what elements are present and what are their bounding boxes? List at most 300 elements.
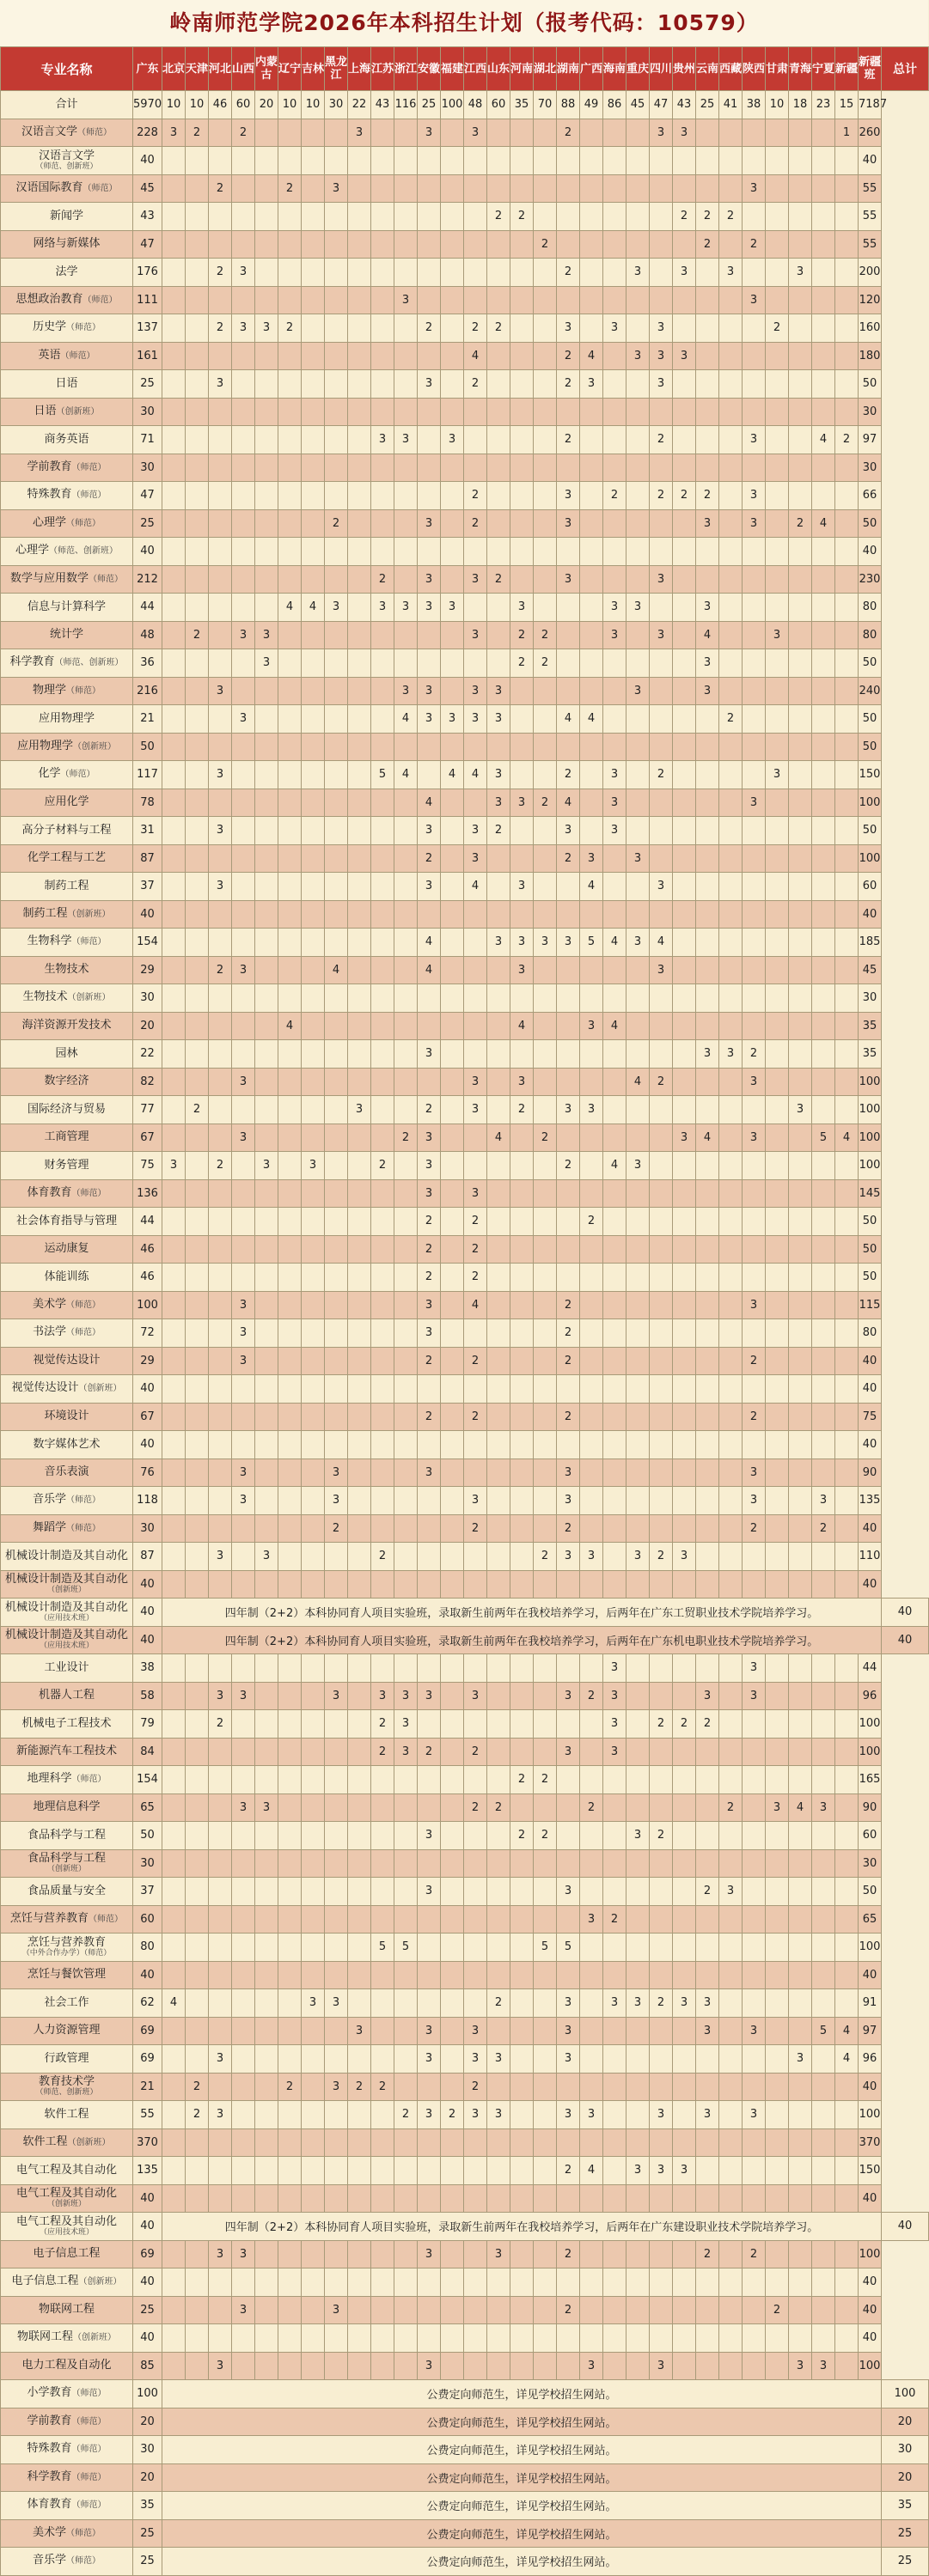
quota-cell [626,1347,650,1375]
quota-cell: 3 [418,873,441,901]
guangdong-cell: 40 [133,1626,162,1654]
quota-cell [557,1570,580,1599]
quota-cell: 3 [743,509,766,538]
quota-cell [487,454,510,482]
quota-cell [719,1264,743,1292]
quota-cell [580,1570,603,1599]
quota-cell [580,2324,603,2353]
quota-cell [255,509,278,538]
quota-cell [325,1179,348,1208]
quota-cell [487,1543,510,1571]
quota-cell [789,1682,812,1710]
quota-cell [835,454,859,482]
quota-cell [626,2017,650,2045]
major-name: 英语 [38,348,61,362]
quota-cell [626,2045,650,2074]
quota-cell [626,1431,650,1459]
major-name: 制药工程 [22,906,68,920]
quota-cell [580,1766,603,1794]
quota-cell [209,2157,232,2185]
quota-cell: 3 [603,1682,626,1710]
quota-cell [487,1934,510,1962]
quota-cell [534,1989,557,2018]
quota-cell: 78 [133,789,162,817]
total-cell: 90 [859,1459,882,1487]
quota-cell: 2 [650,1543,673,1571]
quota-cell [348,1682,371,1710]
quota-cell [766,1096,789,1124]
quota-cell [603,2017,626,2045]
quota-cell [673,2073,696,2101]
quota-cell [696,1208,719,1236]
quota-cell [812,259,835,287]
quota-cell [162,1793,186,1822]
quota-cell [626,733,650,761]
quota-cell: 60 [133,1905,162,1934]
quota-cell: 3 [673,2157,696,2185]
quota-cell [603,174,626,203]
quota-cell [186,900,209,929]
quota-cell [835,1766,859,1794]
quota-cell [789,1179,812,1208]
quota-cell: 2 [557,259,580,287]
quota-cell [766,2352,789,2380]
quota-cell [650,1152,673,1180]
quota-cell [650,1654,673,1683]
quota-cell [812,2184,835,2213]
major-name: 运动康复 [44,1242,89,1256]
table-row [1,1179,929,1208]
quota-cell [510,1375,534,1404]
quota-cell: 3 [348,1096,371,1124]
quota-cell: 43 [133,203,162,231]
quota-cell [162,2296,186,2324]
quota-cell [696,1543,719,1571]
quota-cell [487,873,510,901]
quota-cell [719,1291,743,1319]
quota-cell [835,1654,859,1683]
quota-cell: 212 [133,565,162,594]
column-header-province: 河南 [510,47,534,91]
quota-cell [302,621,325,649]
quota-cell [835,565,859,594]
quota-cell [348,1264,371,1292]
quota-cell: 37 [133,873,162,901]
quota-cell [162,2128,186,2157]
quota-cell [650,398,673,426]
quota-cell [719,565,743,594]
quota-cell [719,119,743,147]
quota-cell [325,2128,348,2157]
quota-cell: 21 [133,2073,162,2101]
major-name-cell [1,2157,133,2185]
quota-cell: 2 [348,2073,371,2101]
quota-cell: 3 [418,1319,441,1348]
quota-cell [650,1738,673,1766]
quota-cell [789,1934,812,1962]
quota-cell: 4 [557,705,580,734]
quota-cell [534,1040,557,1069]
table-row [1,1124,929,1152]
quota-cell [371,1291,394,1319]
total-cell: 25 [882,2519,929,2548]
major-name: 社会工作 [44,1995,89,2009]
major-name: 电力工程及自动化 [21,2359,112,2372]
quota-cell: 2 [510,1822,534,1850]
quota-cell: 3 [464,565,487,594]
quota-cell [186,817,209,845]
quota-cell [162,2073,186,2101]
quota-cell [626,1682,650,1710]
quota-cell [580,314,603,343]
quota-cell: 3 [418,1124,441,1152]
quota-cell [835,789,859,817]
major-name-cell [1,1403,133,1431]
quota-cell [441,1654,464,1683]
quota-cell [255,1319,278,1348]
total-cell: 40 [859,2324,882,2353]
quota-cell [743,454,766,482]
quota-cell: 3 [557,929,580,957]
quota-cell: 3 [603,1654,626,1683]
quota-cell [394,1264,418,1292]
major-subnote: （师范、创新班） [35,2088,98,2098]
quota-cell [325,1961,348,1989]
quota-cell: 3 [557,1096,580,1124]
quota-cell [348,1012,371,1040]
quota-cell: 5 [371,761,394,789]
quota-cell [673,789,696,817]
quota-cell [580,1347,603,1375]
quota-cell [696,2296,719,2324]
quota-cell: 2 [186,119,209,147]
quota-cell [603,900,626,929]
quota-cell [743,1934,766,1962]
quota-cell: 47 [133,230,162,259]
quota-cell [186,203,209,231]
quota-cell [673,1934,696,1962]
quota-cell [534,1487,557,1515]
quota-cell [696,1152,719,1180]
quota-cell: 2 [209,314,232,343]
quota-cell [278,900,302,929]
column-header-province: 广东 [133,47,162,91]
quota-cell [812,1264,835,1292]
quota-cell: 3 [743,1068,766,1096]
total-cell: 240 [859,677,882,705]
quota-cell [278,203,302,231]
quota-cell [487,984,510,1013]
major-name: 机械设计制造及其自动化 [4,1629,128,1642]
table-row [1,705,929,734]
guangdong-cell: 25 [133,2519,162,2548]
quota-cell: 3 [464,1068,487,1096]
quota-cell [626,398,650,426]
quota-cell [626,1208,650,1236]
major-name-cell [1,203,133,231]
quota-cell: 3 [557,2017,580,2045]
quota-cell [278,956,302,984]
quota-cell: 3 [603,621,626,649]
quota-cell [232,1235,255,1264]
quota-cell: 2 [557,1514,580,1543]
table-row [1,230,929,259]
major-suffix: （创新班） [67,993,111,1003]
quota-cell: 2 [418,314,441,343]
quota-cell [162,594,186,622]
quota-cell [766,1431,789,1459]
quota-cell [812,286,835,314]
quota-cell: 4 [603,1152,626,1180]
table-row [1,2157,929,2185]
quota-cell [418,649,441,678]
table-row [1,1934,929,1962]
quota-cell [278,649,302,678]
quota-cell [348,733,371,761]
quota-cell [534,1849,557,1878]
quota-cell [812,370,835,399]
quota-cell [766,844,789,873]
total-cell: 40 [859,2296,882,2324]
quota-cell [719,398,743,426]
quota-cell: 2 [232,119,255,147]
quota-cell [835,1710,859,1739]
quota-cell [789,2240,812,2268]
quota-cell [464,1766,487,1794]
quota-cell [510,2017,534,2045]
major-suffix: （师范） [71,937,107,947]
quota-cell [441,1319,464,1348]
quota-cell [441,1012,464,1040]
quota-cell: 2 [673,1710,696,1739]
quota-cell [232,1403,255,1431]
table-row [1,1264,929,1292]
quota-cell [348,1375,371,1404]
quota-cell: 4 [603,1012,626,1040]
quota-cell [464,956,487,984]
quota-cell [232,1012,255,1040]
quota-cell [441,1793,464,1822]
quota-cell [650,1459,673,1487]
quota-cell [650,1264,673,1292]
quota-cell [325,314,348,343]
major-name: 制药工程 [44,879,89,892]
quota-cell [255,1235,278,1264]
quota-cell [766,2101,789,2129]
quota-cell [394,565,418,594]
quota-cell: 87 [133,1543,162,1571]
table-row [1,2380,929,2409]
quota-cell [464,259,487,287]
quota-cell: 3 [394,677,418,705]
quota-cell [371,1264,394,1292]
quota-cell [719,2352,743,2380]
quota-cell [673,1319,696,1348]
major-name: 学前教育 [27,460,72,473]
major-name-cell [1,1682,133,1710]
quota-cell: 30 [325,91,348,119]
quota-cell [696,817,719,845]
quota-cell [162,314,186,343]
quota-cell: 4 [418,956,441,984]
quota-cell [510,509,534,538]
quota-cell [186,259,209,287]
quota-cell: 3 [650,873,673,901]
table-row [1,454,929,482]
quota-cell [255,1738,278,1766]
quota-cell [580,259,603,287]
quota-cell [696,342,719,370]
quota-cell: 40 [133,1570,162,1599]
quota-cell [719,1096,743,1124]
quota-cell [766,1961,789,1989]
quota-cell [534,900,557,929]
quota-cell [487,621,510,649]
quota-cell [789,370,812,399]
quota-cell [255,1766,278,1794]
quota-cell [302,2073,325,2101]
quota-cell [789,1431,812,1459]
quota-cell: 2 [371,2073,394,2101]
quota-cell [743,873,766,901]
quota-cell [255,230,278,259]
quota-cell: 3 [418,1682,441,1710]
quota-cell [789,1849,812,1878]
major-name-cell [1,2240,133,2268]
total-cell: 40 [882,1626,929,1654]
quota-cell: 3 [510,1068,534,1096]
major-name-cell [1,2296,133,2324]
quota-cell [302,259,325,287]
quota-cell [766,509,789,538]
quota-cell [487,2268,510,2297]
quota-cell: 22 [348,91,371,119]
quota-cell [162,259,186,287]
total-cell: 50 [859,1208,882,1236]
table-row [1,2045,929,2074]
quota-cell: 3 [650,2352,673,2380]
quota-cell: 3 [580,1905,603,1934]
quota-cell [580,1431,603,1459]
major-name: 生物科学 [27,935,72,948]
quota-cell [696,1766,719,1794]
quota-cell [464,733,487,761]
quota-cell: 2 [418,1347,441,1375]
quota-cell [162,1096,186,1124]
table-row [1,2436,929,2464]
quota-cell: 3 [557,1878,580,1906]
quota-cell [441,174,464,203]
quota-cell: 60 [232,91,255,119]
quota-cell [812,1096,835,1124]
quota-cell [696,2073,719,2101]
quota-cell [232,230,255,259]
quota-cell [835,538,859,566]
quota-cell [673,929,696,957]
quota-cell: 2 [557,2240,580,2268]
quota-cell [302,1040,325,1069]
quota-cell [255,1124,278,1152]
quota-cell [696,2128,719,2157]
total-cell: 120 [859,286,882,314]
quota-cell: 3 [696,1040,719,1069]
quota-cell [441,733,464,761]
quota-cell: 3 [696,1989,719,2018]
major-suffix: （师范） [66,1300,101,1310]
quota-cell [394,314,418,343]
quota-cell [371,733,394,761]
quota-cell: 3 [255,1793,278,1822]
quota-cell: 3 [232,1682,255,1710]
quota-cell [534,119,557,147]
quota-cell [186,733,209,761]
quota-cell [510,705,534,734]
quota-cell [766,1264,789,1292]
quota-cell [534,1068,557,1096]
quota-cell [186,1152,209,1180]
quota-cell [650,1291,673,1319]
quota-cell [534,1961,557,1989]
major-name-cell [1,621,133,649]
quota-cell [162,1570,186,1599]
quota-cell [603,1179,626,1208]
quota-cell [394,873,418,901]
quota-cell [325,1878,348,1906]
quota-cell [743,2128,766,2157]
quota-cell [766,1068,789,1096]
major-name: 烹饪与营养教育 [27,1935,106,1949]
quota-cell: 3 [394,426,418,454]
major-name-cell [1,2128,133,2157]
quota-cell [441,1543,464,1571]
quota-cell [487,1235,510,1264]
quota-cell [209,1068,232,1096]
quota-cell [719,370,743,399]
quota-cell [302,733,325,761]
quota-cell [696,1961,719,1989]
quota-cell [673,398,696,426]
quota-cell [487,509,510,538]
quota-cell [835,482,859,510]
major-suffix: （师范） [71,2472,107,2482]
quota-cell [603,538,626,566]
quota-cell [278,565,302,594]
column-header-province: 内蒙古 [255,47,278,91]
quota-cell [302,844,325,873]
quota-cell [673,2240,696,2268]
quota-cell [394,817,418,845]
quota-cell [371,1849,394,1878]
quota-cell [812,1961,835,1989]
column-header-province: 广西 [580,47,603,91]
table-row [1,147,929,175]
quota-cell [580,900,603,929]
quota-cell [255,594,278,622]
quota-cell [626,621,650,649]
quota-cell [278,259,302,287]
table-row [1,621,929,649]
quota-cell [302,1934,325,1962]
total-cell: 370 [859,2128,882,2157]
quota-cell: 3 [209,761,232,789]
quota-cell [673,2045,696,2074]
quota-cell: 2 [673,203,696,231]
quota-cell [534,1264,557,1292]
quota-cell: 3 [487,2240,510,2268]
quota-cell [255,147,278,175]
quota-cell [557,2128,580,2157]
quota-cell [510,761,534,789]
